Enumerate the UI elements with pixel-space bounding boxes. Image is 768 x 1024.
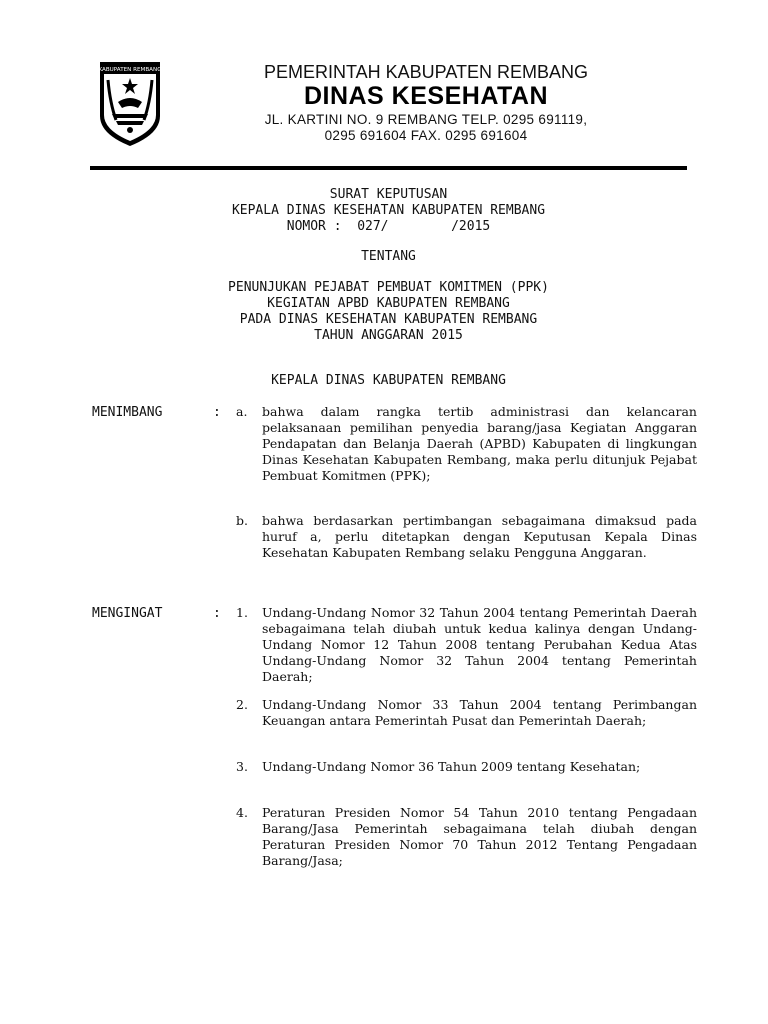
subject-line: KEGIATAN APBD KABUPATEN REMBANG (267, 296, 510, 311)
list-marker: 4. (236, 805, 248, 820)
list-marker: a. (236, 404, 248, 419)
menimbang-label: MENIMBANG (92, 405, 163, 420)
list-marker: b. (236, 513, 248, 528)
list-marker: 1. (236, 605, 248, 620)
list-marker: 2. (236, 697, 248, 712)
decree-number: NOMOR : 027/ /2015 (286, 219, 491, 234)
decree-title: SURAT KEPUTUSAN (329, 187, 448, 202)
tentang-heading: TENTANG (361, 249, 416, 264)
subject-line: TAHUN ANGGARAN 2015 (314, 328, 463, 343)
menimbang-colon: : (213, 405, 221, 420)
authority-heading: KEPALA DINAS KABUPATEN REMBANG (271, 373, 506, 388)
mengingat-item: Undang-Undang Nomor 32 Tahun 2004 tentang Pemerintah Daerah sebagaimana telah diubah untuk kedua kalinya dengan Undang-Undang Nomor 12 Tahun 2008 tentang Perubahan Kedua Atas Undang-Undang Nomor 32 Tahun 2004 tentang Pemerintah Daerah; (262, 605, 697, 684)
mengingat-item: Undang-Undang Nomor 33 Tahun 2004 tentang Perimbangan Keuangan antara Pemerintah Pusat dan Pemerintah Daerah; (262, 697, 697, 728)
mengingat-item: Undang-Undang Nomor 36 Tahun 2009 tentang Kesehatan; (262, 759, 641, 774)
svg-text:KABUPATEN REMBANG: KABUPATEN REMBANG (98, 67, 162, 73)
government-name: PEMERINTAH KABUPATEN REMBANG (263, 62, 589, 82)
subject-line: PENUNJUKAN PEJABAT PEMBUAT KOMITMEN (PPK) (228, 280, 549, 295)
menimbang-item: bahwa berdasarkan pertimbangan sebagaimana dimaksud pada huruf a, perlu ditetapkan dengan Keputusan Kepala Dinas Kesehatan Kabupaten Rembang selaku Pengguna Anggaran. (262, 513, 697, 560)
decree-issuer: KEPALA DINAS KESEHATAN KABUPATEN REMBANG (231, 203, 546, 218)
mengingat-colon: : (213, 606, 221, 621)
subject-line: PADA DINAS KESEHATAN KABUPATEN REMBANG (239, 312, 538, 327)
letterhead-divider (90, 166, 687, 170)
agency-name: DINAS KESEHATAN (303, 82, 549, 110)
agency-phone-fax: 0295 691604 FAX. 0295 691604 (324, 128, 528, 143)
menimbang-item: bahwa dalam rangka tertib administrasi dan kelancaran pelaksanaan pemilihan penyedia barang/jasa Kegiatan Anggaran Pendapatan dan Belanja Daerah (APBD) Kabupaten di lingkungan Dinas Kesehatan Kabupaten Rembang, maka perlu ditunjuk Pejabat Pembuat Komitmen (PPK); (262, 404, 697, 483)
mengingat-label: MENGINGAT (92, 606, 163, 621)
mengingat-item: Peraturan Presiden Nomor 54 Tahun 2010 tentang Pengadaan Barang/Jasa Pemerintah sebagaimana telah diubah dengan Peraturan Presiden Nomor 70 Tahun 2012 Tentang Pengadaan Barang/Jasa; (262, 805, 697, 868)
list-marker: 3. (236, 759, 248, 774)
rembang-coat-of-arms-logo (98, 58, 162, 148)
agency-address: JL. KARTINI NO. 9 REMBANG TELP. 0295 691119, (264, 112, 588, 127)
